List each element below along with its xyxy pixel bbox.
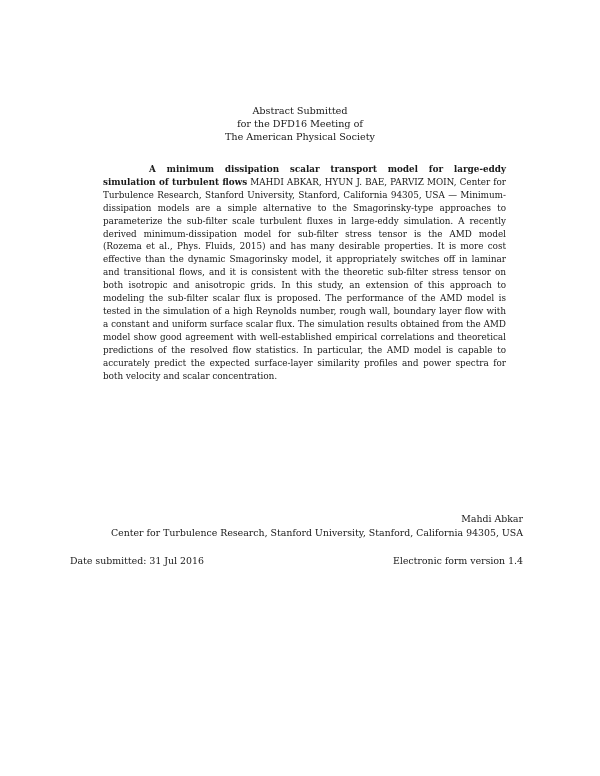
header-line-society: The American Physical Society: [225, 132, 375, 143]
header-line-meeting: for the DFD16 Meeting of: [237, 119, 363, 130]
submitter-affiliation: Center for Turbulence Research, Stanford University, Stanford, California 94305, USA: [110, 528, 523, 539]
submitter-name: Mahdi Abkar: [461, 514, 523, 525]
abstract-title: A minimum dissipation scalar transport model for large-eddy simulation of turbulent flows: [103, 165, 506, 188]
abstract-paragraph: A minimum dissipation scalar transport model for large-eddy simulation of turbulent flows MAHDI ABKAR, HYUN J. BAE, PARVIZ MOIN, Center for Turbulence Research, Stanford University, Stanford, California 94305, USA — Minimum-dissipation models are a simple alternative to the Smagorinsky-type approaches to parameterize the sub-filter scale turbulent fluxes in large-eddy simulation. A recently derived minimum-dissipation model for sub-filter stress tensor is the AMD model (Rozema et al., Phys. Fluids, 2015) and has many desirable properties. It is more cost effective than the dynamic Smagorinsky model, it appropriately switches off in laminar and transitional flows, and it is consistent with the theoretic sub-filter stress tensor on both isotropic and anisotropic grids. In this study, an extension of this approach to modeling the sub-filter scalar flux is proposed. The performance of the AMD model is tested in the simulation of a high Reynolds number, rough wall, boundary layer flow with a constant and uniform surface scalar flux. The simulation results obtained from the AMD model show good agreement with well-established empirical correlations and theoretical predictions of the resolved flow statistics. In particular, the AMD model is capable to accurately predict the expected surface-layer similarity profiles and power spectra for both velocity and scalar concentration.: [103, 165, 506, 382]
abstract-authors: MAHDI ABKAR, HYUN J. BAE, PARVIZ MOIN, Center for Turbulence Research, Stanford University, Stanford, California 94305, USA: [103, 177, 506, 201]
form-version: Electronic form version 1.4: [393, 556, 523, 567]
abstract-body: Minimum-dissipation models are a simple alternative to the Smagorinsky-type approaches to parameterize the sub-filter scale turbulent fluxes in large-eddy simulation. A recently derived minimum-dissipation model for sub-filter stress tensor is the AMD model (Rozema et al., Phys. Fluids, 2015) and has many desirable properties. It is more cost effective than the dynamic Smagorinsky model, it appropriately switches off in laminar and transitional flows, and it is consistent with the theoretic sub-filter stress tensor on both isotropic and anisotropic grids. In this study, an extension of this approach to modeling the sub-filter scalar flux is proposed. The performance of the AMD model is tested in the simulation of a high Reynolds number, rough wall, boundary layer flow with a constant and uniform surface scalar flux. The simulation results obtained from the AMD model show good agreement with well-established empirical correlations and theoretical predictions of the resolved flow statistics. In particular, the AMD model is capable to accurately predict the expected surface-layer similarity profiles and power spectra for both velocity and scalar concentration.: [103, 190, 506, 382]
date-submitted: Date submitted: 31 Jul 2016: [70, 556, 204, 567]
submission-header: [0, 105, 600, 144]
header-line-abstract-submitted: Abstract Submitted: [252, 106, 348, 117]
